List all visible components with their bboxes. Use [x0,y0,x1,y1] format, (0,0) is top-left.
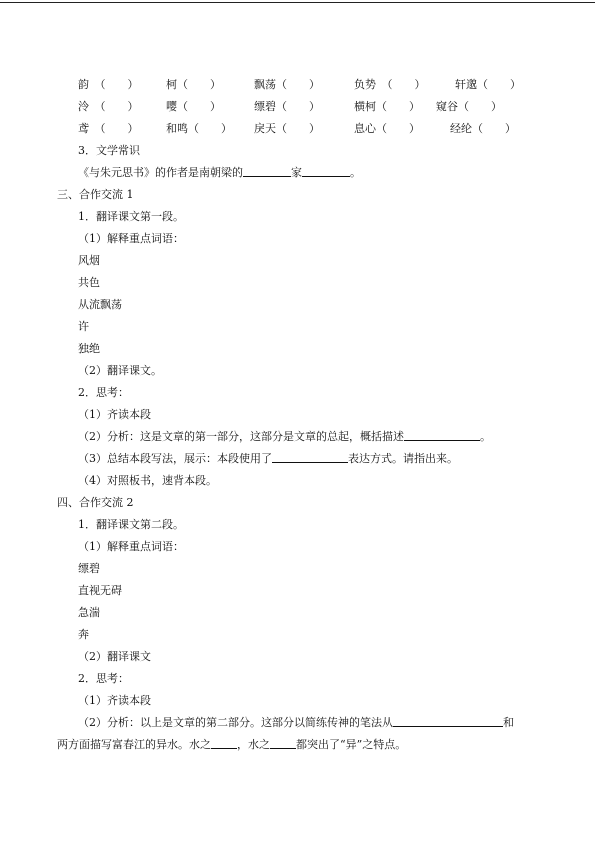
question-text: ，水之 [237,738,270,751]
vocab-word: 共色 [78,276,100,289]
question-line [78,716,514,730]
pinyin-cell: 戾天（ ） [254,122,320,135]
pinyin-cell: 嘤（ ） [166,100,221,113]
vocab-word: 许 [78,320,89,333]
question-line [78,430,491,444]
question-text: 《与朱元思书》的作者是南朝梁的 [78,166,243,179]
vocab-word: 从流飘荡 [78,298,122,311]
pinyin-cell: 和鸣（ ） [166,122,232,135]
question-line: 2．思考： [78,386,129,399]
answer-blank[interactable] [270,738,296,749]
question-text: 家 [291,166,302,179]
vocab-word: 风烟 [78,254,100,267]
pinyin-cell: 窥谷（ ） [436,100,502,113]
question-text: （2）分析：这是文章的第一部分，这部分是文章的总起，概括描述 [78,430,404,443]
question-line: 1．翻译课文第一段。 [78,210,184,223]
question-text: 和 [503,716,514,729]
question-line: （1）齐读本段 [78,408,151,421]
vocab-word: 直视无碍 [78,584,122,597]
pinyin-cell: 负势 （ ） [354,78,426,91]
pinyin-cell: 柯（ ） [166,78,221,91]
question-line: 1．翻译课文第二段。 [78,518,184,531]
question-line: （1）解释重点词语： [78,232,184,245]
vocab-word: 急湍 [78,606,100,619]
pinyin-cell: 息心（ ） [354,122,420,135]
answer-blank[interactable] [393,716,503,727]
pinyin-cell: 飘荡（ ） [254,78,320,91]
section-heading: 3．文学常识 [78,144,140,157]
pinyin-cell: 鸢 （ ） [78,122,139,135]
question-line: （1）齐读本段 [78,694,151,707]
pinyin-cell: 泠 （ ） [78,100,139,113]
question-line: （1）解释重点词语： [78,540,184,553]
section-heading: 三、合作交流 1 [57,188,134,201]
pinyin-cell: 轩邈（ ） [455,78,521,91]
question-line: 2．思考： [78,672,129,685]
pinyin-cell: 经纶（ ） [450,122,516,135]
question-text: 。 [480,430,491,443]
question-text: 表达方式。请指出来。 [348,452,458,465]
vocab-word: 独绝 [78,342,100,355]
question-text: 。 [350,166,361,179]
question-line: （2）翻译课文 [78,650,151,663]
vocab-word: 缥碧 [78,562,100,575]
answer-blank[interactable] [211,738,237,749]
pinyin-cell: 横柯（ ） [354,100,420,113]
question-text: 两方面描写富春江的异水。水之 [57,738,211,751]
section-heading: 四、合作交流 2 [57,496,134,509]
answer-blank[interactable] [272,452,348,463]
answer-blank[interactable] [404,430,480,441]
question-line [57,738,406,752]
pinyin-cell: 韵 （ ） [78,78,139,91]
question-text: （2）分析：以上是文章的第二部分。这部分以简练传神的笔法从 [78,716,393,729]
answer-blank[interactable] [243,166,291,177]
vocab-word: 奔 [78,628,89,641]
question-line [78,452,458,466]
question-text: （3）总结本段写法，展示：本段使用了 [78,452,272,465]
question-line: （2）翻译课文。 [78,364,162,377]
question-line [78,166,361,180]
question-text: 都突出了“异”之特点。 [296,738,407,751]
pinyin-cell: 缥碧（ ） [254,100,320,113]
question-line: （4）对照板书，速背本段。 [78,474,217,487]
answer-blank[interactable] [302,166,350,177]
